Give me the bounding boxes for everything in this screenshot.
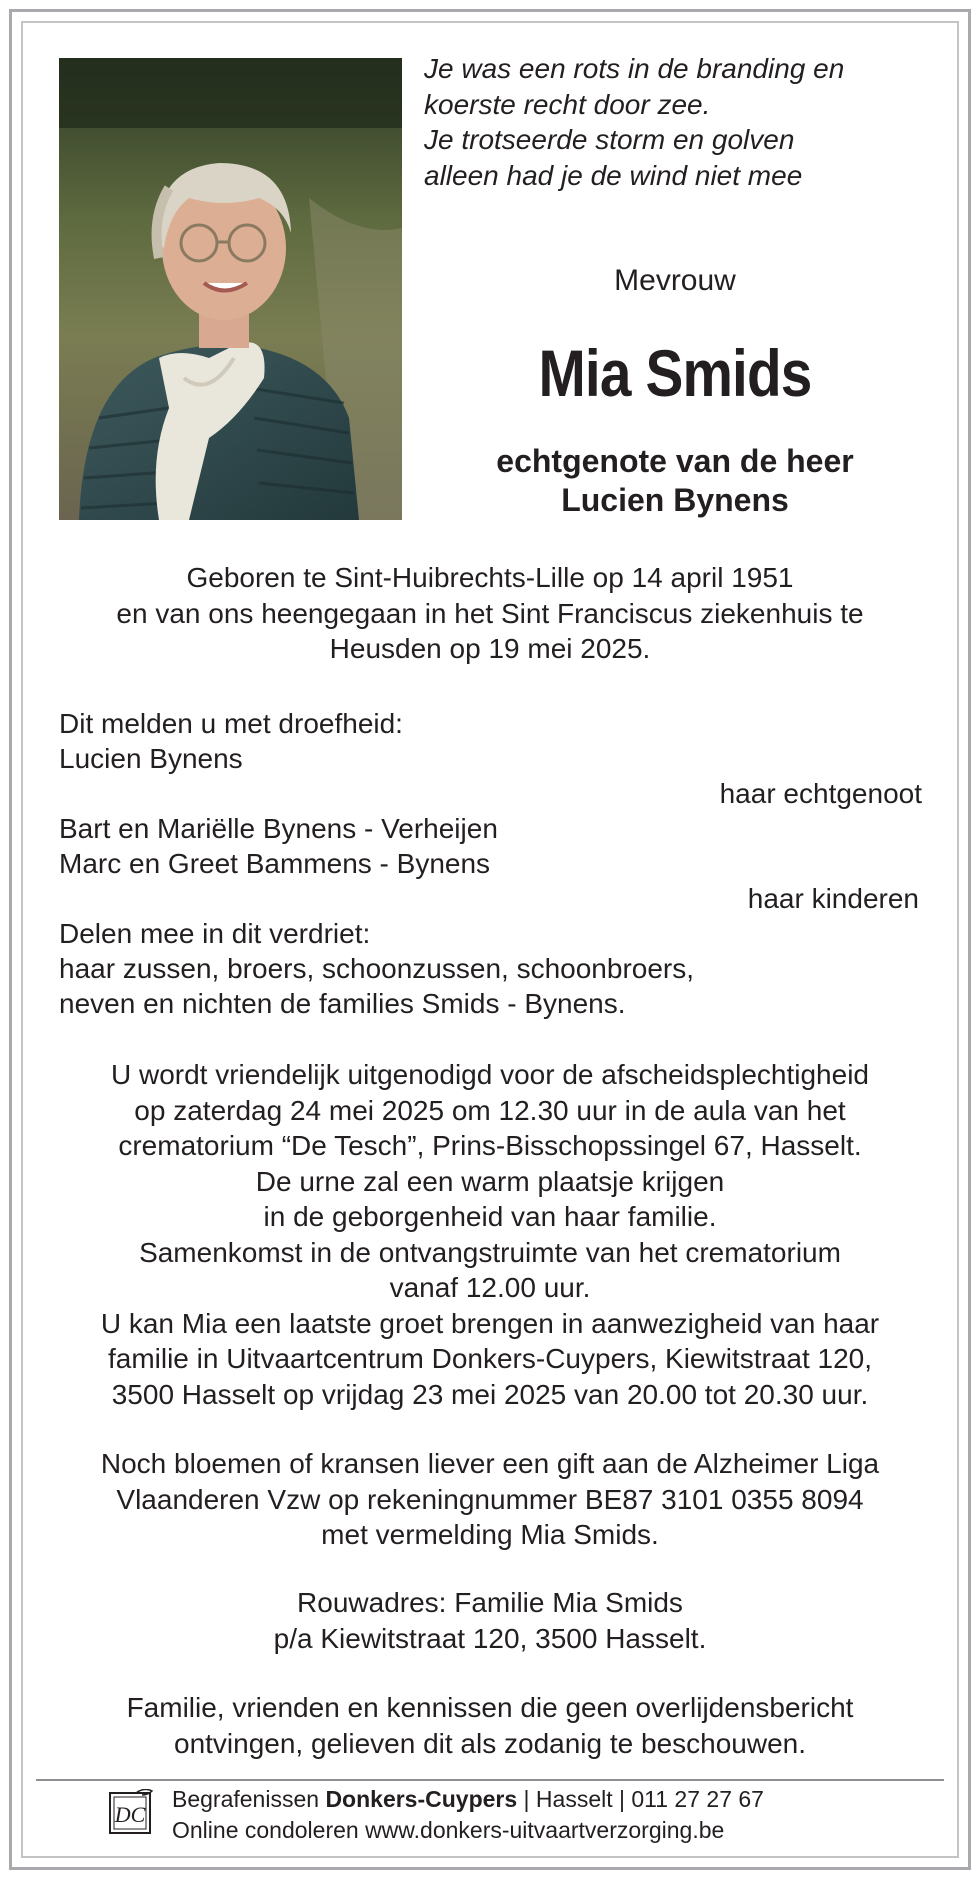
- footer-divider: [36, 1779, 944, 1781]
- ceremony-line: 3500 Hasselt op vrijdag 23 mei 2025 van 20.00 tot 20.30 uur.: [111, 1378, 869, 1410]
- memorial-poem: [424, 51, 944, 193]
- poem-line: koerste recht door zee.: [424, 88, 711, 120]
- donation-line: Noch bloemen of kransen liever een gift aan de Alzheimer Liga: [100, 1448, 880, 1479]
- deceased-name: Mia Smids: [538, 336, 812, 410]
- spouse-line: echtgenote van de heer: [496, 443, 854, 479]
- share-intro: Delen mee in dit verdriet:: [59, 918, 371, 949]
- notice-line: Familie, vrienden en kennissen die geen overlijdensbericht: [126, 1692, 854, 1723]
- address-line: p/a Kiewitstraat 120, 3500 Hasselt.: [273, 1622, 707, 1654]
- family-intro: Dit melden u met droefheid:: [59, 708, 403, 739]
- ceremony-line: in de geborgenheid van haar familie.: [263, 1201, 717, 1232]
- donation-info: [36, 1446, 944, 1553]
- birth-line: Geboren te Sint-Huibrechts-Lille op 14 april 1951: [186, 562, 794, 593]
- ceremony-line: U kan Mia een laatste groet brengen in aanwezigheid van haar: [100, 1307, 880, 1339]
- mourning-address: [36, 1585, 944, 1656]
- funeral-home-logo: [108, 1789, 154, 1835]
- relatives-line: neven en nichten de families Smids - Bynens.: [59, 988, 626, 1019]
- spouse-name: Lucien Bynens: [561, 482, 789, 518]
- husband-role: haar echtgenoot: [719, 778, 922, 809]
- relatives-line: haar zussen, broers, schoonzussen, schoonbroers,: [59, 953, 695, 984]
- husband-name: Lucien Bynens: [59, 743, 243, 774]
- donation-line: Vlaanderen Vzw op rekeningnummer BE87 3101 0355 8094: [116, 1483, 864, 1515]
- birth-line: Heusden op 19 mei 2025.: [329, 633, 651, 664]
- ceremony-line: De urne zal een warm plaatsje krijgen: [255, 1165, 725, 1197]
- notice-line: ontvingen, gelieven dit als zodanig te beschouwen.: [174, 1727, 806, 1759]
- ceremony-line: vanaf 12.00 uur.: [389, 1272, 591, 1303]
- company-name: Donkers-Cuypers: [325, 1786, 518, 1812]
- footer-line-2: Online condoleren www.donkers-uitvaartverzorging.be: [172, 1817, 725, 1843]
- portrait-photo: [59, 58, 402, 520]
- ceremony-line: familie in Uitvaartcentrum Donkers-Cuypers, Kiewitstraat 120,: [107, 1343, 873, 1374]
- child-line: Bart en Mariëlle Bynens - Verheijen: [59, 813, 498, 844]
- children-role: haar kinderen: [747, 883, 919, 914]
- poem-line: Je was een rots in de branding en: [424, 53, 845, 84]
- birth-death-info: [36, 560, 944, 667]
- footer-contact: [172, 1784, 764, 1846]
- ceremony-line: U wordt vriendelijk uitgenodigd voor de afscheidsplechtigheid: [110, 1059, 869, 1090]
- ceremony-line: Samenkomst in de ontvangstruimte van het crematorium: [139, 1236, 841, 1268]
- address-line: Rouwadres: Familie Mia Smids: [297, 1587, 683, 1618]
- ceremony-line: crematorium “De Tesch”, Prins-Bisschopssingel 67, Hasselt.: [118, 1130, 862, 1161]
- ceremony-line: op zaterdag 24 mei 2025 om 12.30 uur in de aula van het: [134, 1094, 846, 1126]
- poem-line: alleen had je de wind niet mee: [424, 159, 803, 191]
- logo-letters: DC: [114, 1802, 146, 1827]
- donation-line: met vermelding Mia Smids.: [321, 1519, 659, 1550]
- ceremony-info: [36, 1057, 944, 1412]
- poem-line: Je trotseerde storm en golven: [424, 124, 795, 155]
- child-line: Marc en Greet Bammens - Bynens: [59, 848, 491, 879]
- notice-text: [36, 1690, 944, 1761]
- honorific: Mevrouw: [614, 264, 736, 297]
- footer-line-1: Begrafenissen Donkers-Cuypers | Hasselt | 011 27 27 67: [172, 1786, 764, 1812]
- spouse-info: [430, 442, 920, 520]
- birth-line: en van ons heengegaan in het Sint Franciscus ziekenhuis te: [116, 597, 864, 629]
